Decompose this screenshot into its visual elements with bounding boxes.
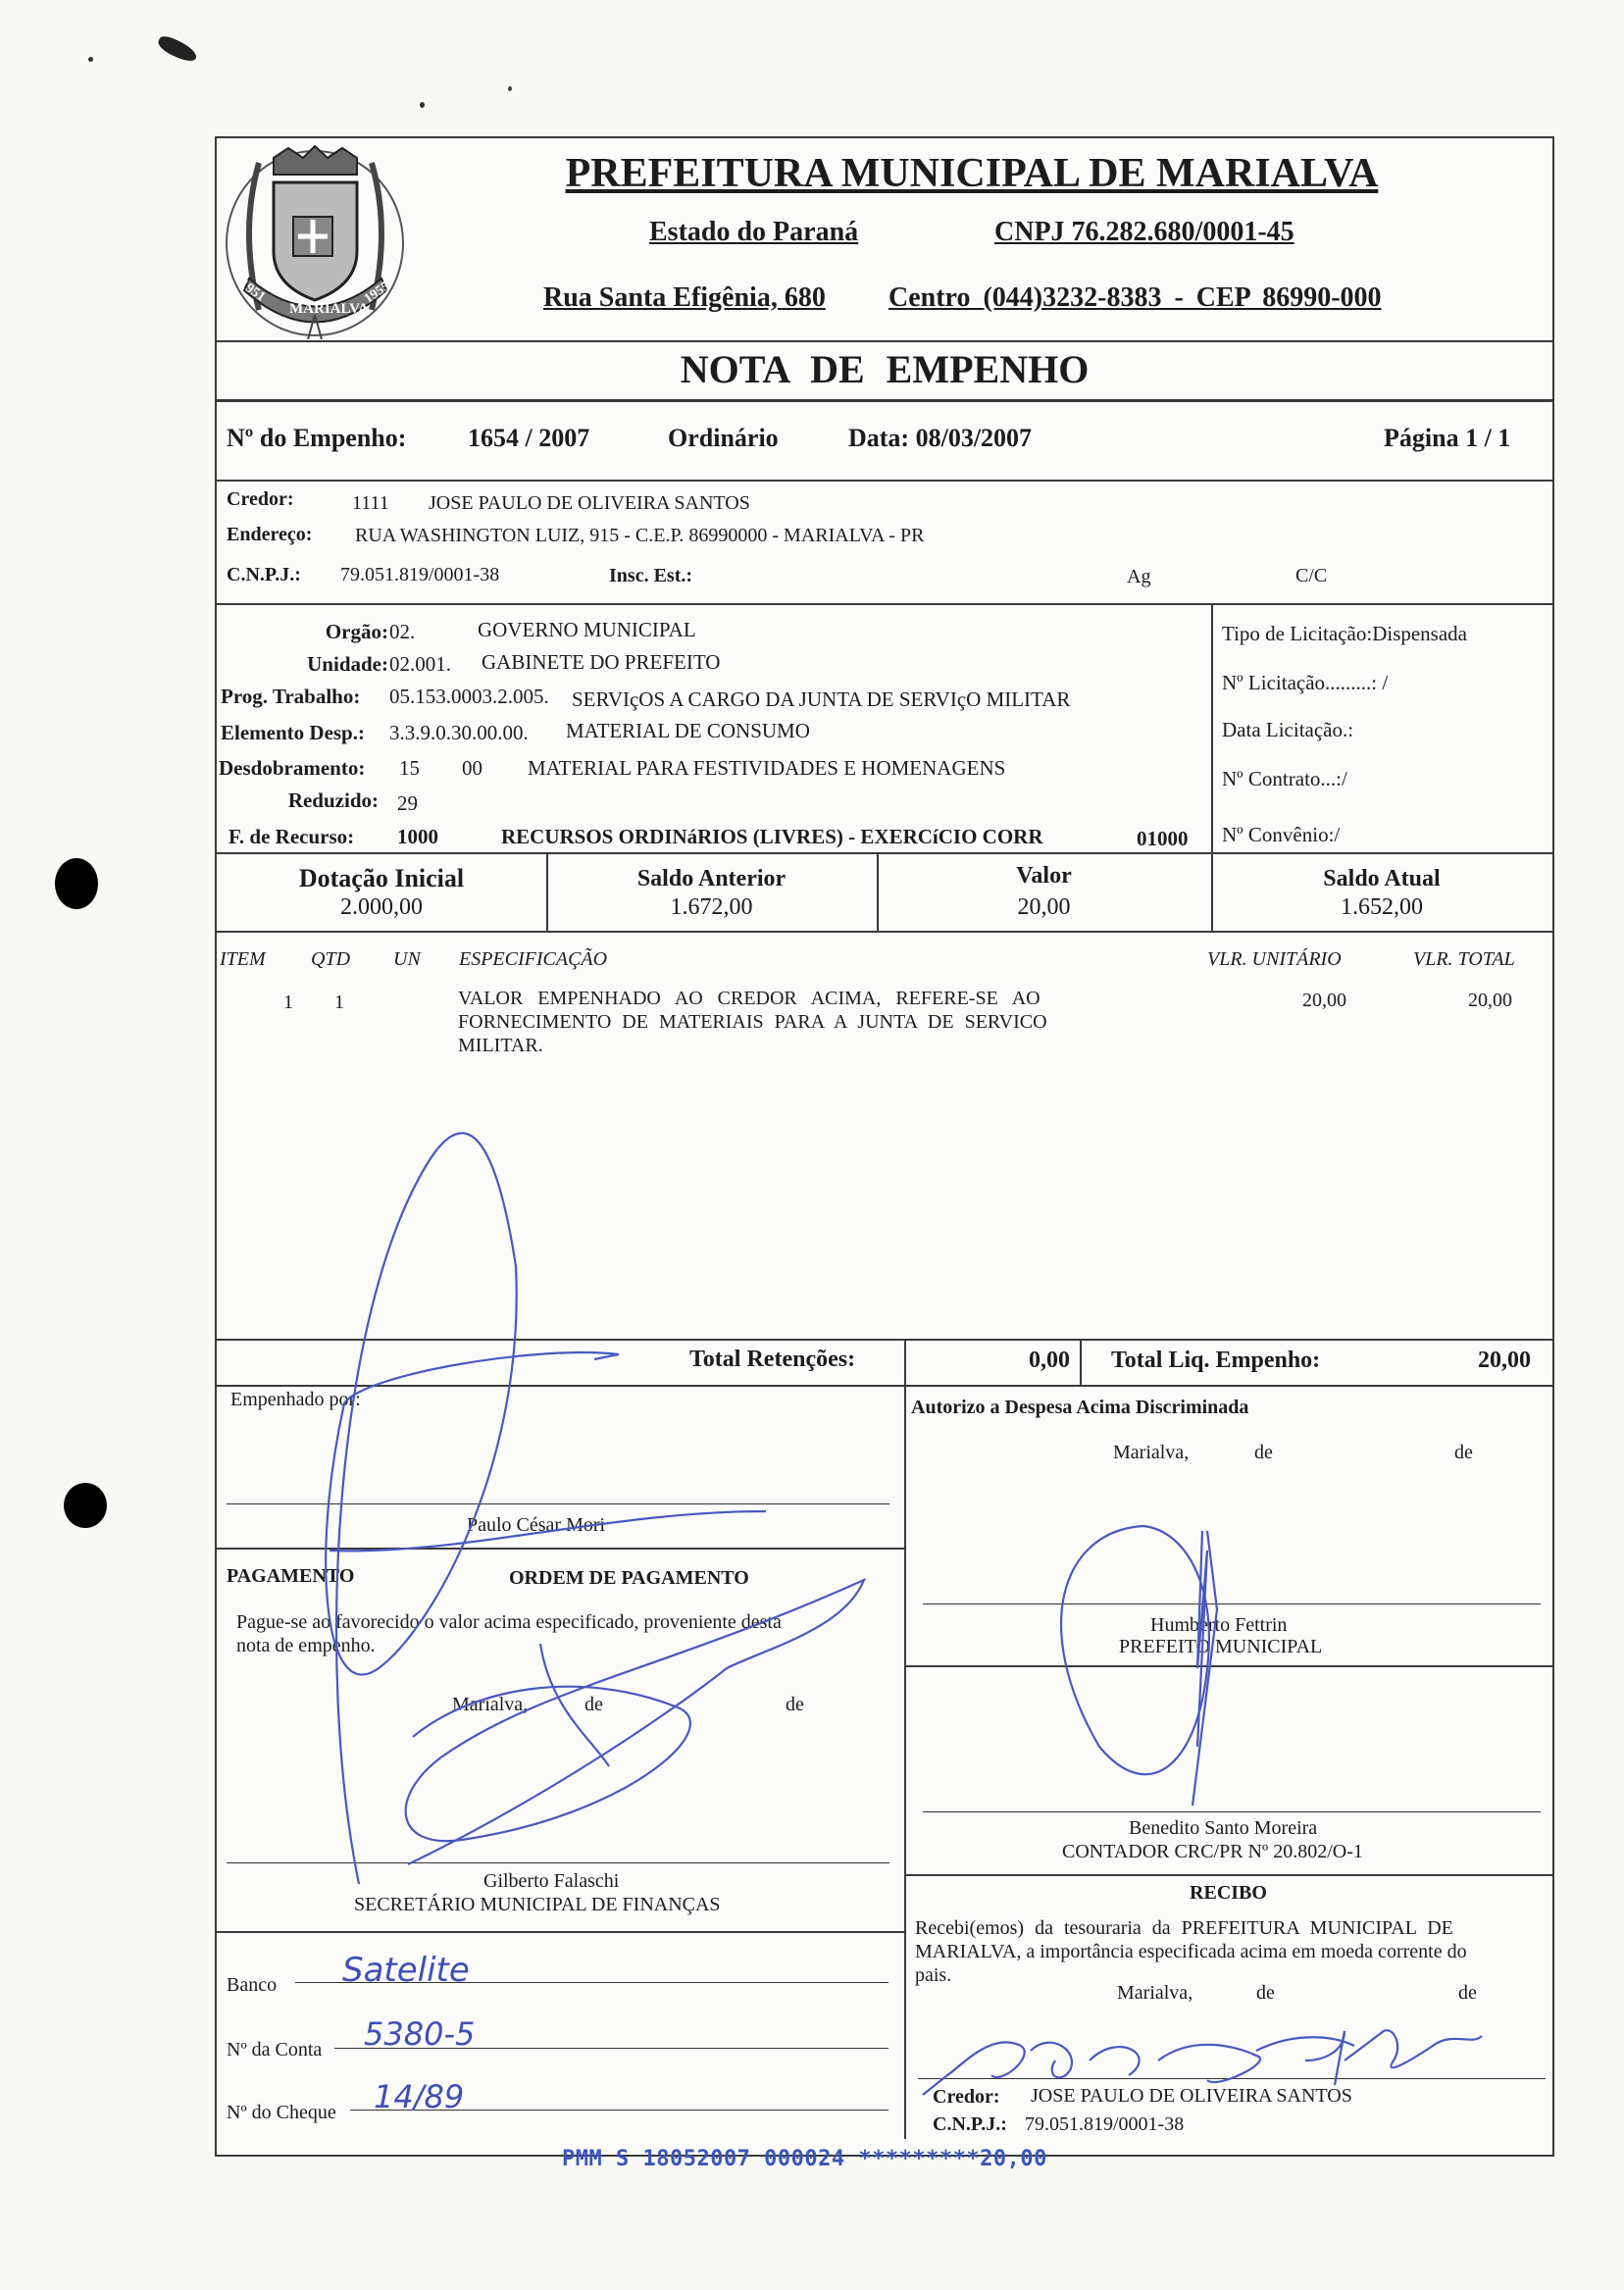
orgao-label: Orgão: <box>325 620 388 643</box>
pagamento-text-line2: nota de empenho. <box>236 1635 376 1656</box>
crest-text: MARIALVA <box>289 301 369 317</box>
autorizo-place: Marialva, <box>1113 1442 1190 1463</box>
desdobramento-name: MATERIAL PARA FESTIVIDADES E HOMENAGENS <box>528 756 1006 780</box>
secretario-title: SECRETÁRIO MUNICIPAL DE FINANÇAS <box>354 1894 721 1915</box>
crest-year-right: 1955 <box>361 279 393 307</box>
scan-speck <box>420 102 425 108</box>
total-liquido-label: Total Liq. Empenho: <box>1111 1348 1321 1373</box>
credor-label: Credor: <box>227 488 294 510</box>
unidade-name: GABINETE DO PREFEITO <box>482 650 721 674</box>
orgao-code: 02. <box>389 620 416 643</box>
recibo-cnpj-label: C.N.P.J.: <box>933 2113 1007 2135</box>
prefeito-title: PREFEITO MUNICIPAL <box>1119 1636 1323 1657</box>
autorizo-de1: de <box>1254 1442 1273 1463</box>
banco-value: Satelite <box>342 1951 470 1990</box>
valor-value: 20,00 <box>1017 894 1071 920</box>
endereco-value: RUA WASHINGTON LUIZ, 915 - C.E.P. 86990000 - MARIALVA - PR <box>355 525 925 546</box>
district-phone-cep: Centro (044)3232-8383 - CEP 86990-000 <box>888 282 1382 313</box>
signature-recibo <box>923 2030 1482 2095</box>
elemento-label: Elemento Desp.: <box>221 721 365 744</box>
recibo-de1: de <box>1256 1982 1275 2004</box>
signature-empenhado-2 <box>330 1511 766 1551</box>
dotacao-inicial-label: Dotação Inicial <box>298 864 465 892</box>
recibo-place: Marialva, <box>1117 1982 1193 2004</box>
saldo-anterior-value: 1.672,00 <box>670 894 753 920</box>
state-label: Estado do Paraná <box>649 217 859 247</box>
total-retencoes-value: 0,00 <box>1029 1348 1070 1373</box>
signature-secretario-2 <box>540 1644 609 1766</box>
recibo-text-line2: MARIALVA, a importância especificada acima em moeda corrente do <box>915 1941 1467 1962</box>
autorizo-de2: de <box>1454 1442 1473 1463</box>
elemento-name: MATERIAL DE CONSUMO <box>566 719 810 742</box>
empenho-date: Data: 08/03/2007 <box>848 424 1033 452</box>
conta-value: 5380-5 <box>364 2015 476 2053</box>
recibo-credor-name: JOSE PAULO DE OLIVEIRA SANTOS <box>1031 2085 1352 2107</box>
item-spec-line2: FORNECIMENTO DE MATERIAIS PARA A JUNTA DE SERVICO <box>458 1011 1047 1033</box>
recurso-name: RECURSOS ORDINáRIOS (LIVRES) - EXERCíCIO CORR <box>501 825 1043 848</box>
col-vlr-total: VLR. TOTAL <box>1413 948 1515 970</box>
licitacao-convenio: Nº Convênio:/ <box>1222 823 1341 846</box>
secretario-name: Gilberto Falaschi <box>483 1870 620 1892</box>
recibo-credor-label: Credor: <box>933 2086 1000 2108</box>
recibo-cnpj: 79.051.819/0001-38 <box>1025 2113 1185 2135</box>
conta-label: Nº da Conta <box>227 2039 323 2061</box>
recibo-text-line1: Recebi(emos) da tesouraria da PREFEITURA MUNICIPAL DE <box>915 1917 1453 1939</box>
endereco-label: Endereço: <box>227 524 313 545</box>
col-item: ITEM <box>220 948 266 970</box>
licitacao-data: Data Licitação.: <box>1222 718 1354 741</box>
punch-hole-top <box>55 858 98 909</box>
page-number: Página 1 / 1 <box>1384 424 1511 452</box>
scan-speck <box>508 86 512 91</box>
licitacao-numero: Nº Licitação.........: / <box>1222 671 1389 694</box>
banco-label: Banco <box>227 1974 278 1996</box>
valor-label: Valor <box>1016 863 1072 889</box>
prefeito-name: Humberto Fettrin <box>1150 1614 1288 1636</box>
street-address: Rua Santa Efigênia, 680 <box>543 282 826 313</box>
desdobramento-code2: 00 <box>462 756 482 780</box>
signature-strokes <box>217 138 1552 2155</box>
recurso-code: 1000 <box>397 825 438 848</box>
elemento-code: 3.3.9.0.30.00.00. <box>389 721 529 744</box>
licitacao-contrato: Nº Contrato...:/ <box>1222 767 1347 790</box>
credor-cnpj-label: C.N.P.J.: <box>227 564 301 585</box>
scan-speck <box>88 57 93 62</box>
ordem-pagamento-label: ORDEM DE PAGAMENTO <box>509 1567 749 1589</box>
check-print-code: PMM S 18052007 000024 *********20,00 <box>562 2147 1047 2171</box>
empenho-type: Ordinário <box>668 424 779 452</box>
dotacao-inicial-value: 2.000,00 <box>340 894 423 920</box>
pagamento-label: PAGAMENTO <box>227 1565 355 1587</box>
ag-label: Ag <box>1127 566 1151 587</box>
saldo-atual-label: Saldo Atual <box>1323 866 1441 891</box>
desdobramento-code1: 15 <box>399 756 420 780</box>
insc-est-label: Insc. Est.: <box>609 565 693 586</box>
header-cnpj: CNPJ 76.282.680/0001-45 <box>994 217 1294 247</box>
reduzido-value: 29 <box>397 791 418 815</box>
col-un: UN <box>393 948 421 970</box>
credor-cnpj: 79.051.819/0001-38 <box>340 564 500 585</box>
cc-label: C/C <box>1295 565 1328 586</box>
pagamento-text-line1: Pague-se ao favorecido o valor acima especificado, proveniente desta <box>236 1611 782 1633</box>
item-spec-line3: MILITAR. <box>458 1035 543 1056</box>
recibo-de2: de <box>1458 1982 1477 2004</box>
crest-year-left: 1951 <box>236 277 269 305</box>
recurso-label: F. de Recurso: <box>228 825 355 848</box>
item-qtd: 1 <box>334 992 344 1013</box>
signature-secretario <box>406 1580 864 1864</box>
unidade-label: Unidade: <box>307 652 388 676</box>
total-retencoes-label: Total Retenções: <box>689 1347 856 1372</box>
total-liquido-value: 20,00 <box>1478 1348 1531 1373</box>
orgao-name: GOVERNO MUNICIPAL <box>478 618 696 641</box>
reduzido-label: Reduzido: <box>287 789 379 812</box>
item-unit-value: 20,00 <box>1302 990 1346 1011</box>
empenho-form <box>215 136 1554 2157</box>
pagamento-de2: de <box>786 1694 804 1715</box>
item-total-value: 20,00 <box>1468 990 1512 1011</box>
pagamento-place: Marialva, <box>452 1694 529 1715</box>
punch-hole-bottom <box>64 1483 107 1528</box>
prog-trabalho-code: 05.153.0003.2.005. <box>389 685 549 708</box>
recibo-title: RECIBO <box>1190 1882 1267 1904</box>
empenho-number-label: Nº do Empenho: <box>227 424 407 452</box>
item-spec-line1: VALOR EMPENHADO AO CREDOR ACIMA, REFERE-SE AO <box>458 988 1040 1009</box>
cheque-label: Nº do Cheque <box>227 2102 336 2123</box>
document-title: NOTA DE EMPENHO <box>680 347 1090 391</box>
credor-name: JOSE PAULO DE OLIVEIRA SANTOS <box>429 492 750 514</box>
empenhado-signer: Paulo César Mori <box>467 1514 606 1536</box>
licitacao-tipo: Tipo de Licitação:Dispensada <box>1222 622 1468 645</box>
autorizo-label: Autorizo a Despesa Acima Discriminada <box>911 1397 1249 1418</box>
saldo-atual-value: 1.652,00 <box>1341 894 1423 920</box>
unidade-code: 02.001. <box>389 652 451 676</box>
scan-speck <box>156 33 200 65</box>
empenho-number: 1654 / 2007 <box>468 424 590 452</box>
col-vlr-unitario: VLR. UNITÁRIO <box>1207 948 1342 970</box>
prog-trabalho-name: SERVIçOS A CARGO DA JUNTA DE SERVIçO MILITAR <box>572 687 1071 711</box>
contador-name: Benedito Santo Moreira <box>1129 1817 1318 1839</box>
col-qtd: QTD <box>311 948 351 970</box>
pagamento-de1: de <box>584 1694 603 1715</box>
item-number: 1 <box>283 992 293 1013</box>
cheque-value: 14/89 <box>374 2078 465 2115</box>
desdobramento-label: Desdobramento: <box>219 756 366 780</box>
recurso-code2: 01000 <box>1137 827 1189 850</box>
prog-trabalho-label: Prog. Trabalho: <box>221 685 361 708</box>
empenhado-label: Empenhado por: <box>230 1389 361 1410</box>
page-title: PREFEITURA MUNICIPAL DE MARIALVA <box>565 151 1379 196</box>
signature-prefeito <box>1061 1526 1209 1774</box>
contador-title: CONTADOR CRC/PR Nº 20.802/O-1 <box>1062 1841 1363 1862</box>
col-especificacao: ESPECIFICAÇÃO <box>459 948 608 970</box>
credor-code: 1111 <box>352 492 389 514</box>
saldo-anterior-label: Saldo Anterior <box>636 866 787 891</box>
recibo-text-line3: pais. <box>915 1964 952 1986</box>
